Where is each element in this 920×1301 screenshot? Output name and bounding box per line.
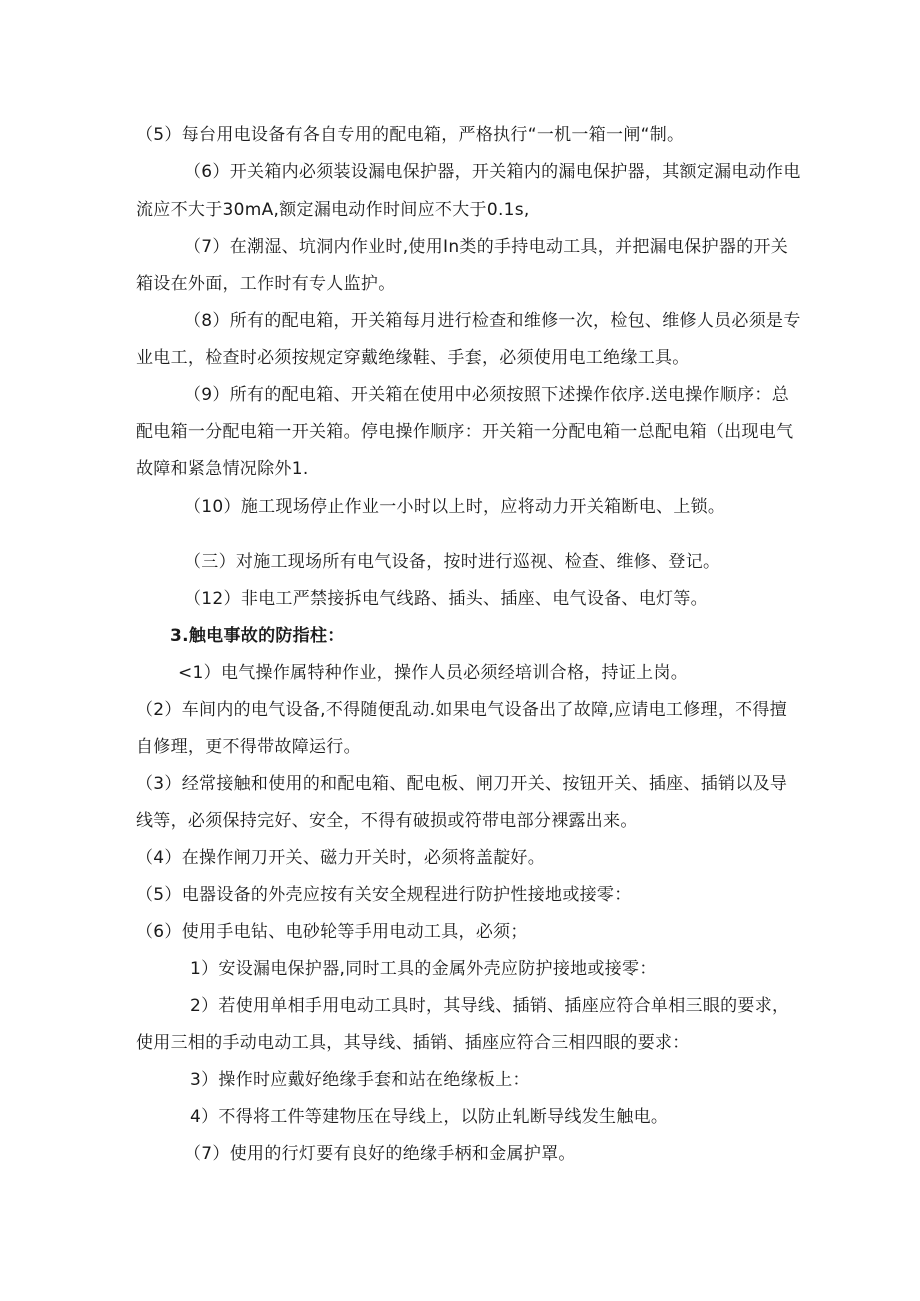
text-line: 箱设在外面，工作时有专人监护。	[136, 274, 396, 294]
text-line: 配电箱一分配电箱一开关箱。停电操作顺序：开关箱一分配电箱一总配电箱（出现电气	[136, 422, 794, 442]
text-line: （9）所有的配电箱、开关箱在使用中必须按照下述操作依序.送电操作顺序：总	[184, 385, 790, 405]
text-line: 3）操作时应戴好绝缘手套和站在绝缘板上：	[190, 1070, 530, 1090]
text-line: （5）电器设备的外壳应按有关安全规程进行防护性接地或接零：	[136, 885, 632, 905]
text-line: （8）所有的配电箱，开关箱每月进行检查和维修一次，检包、维修人员必须是专	[184, 311, 801, 331]
text-line: 2）若使用单相手用电动工具时，其导线、插销、插座应符合单相三眼的要求，	[190, 996, 790, 1016]
text-line: （10）施工现场停止作业一小时以上时，应将动力开关箱断电、上锁。	[184, 497, 726, 517]
text-line: （4）在操作闸刀开关、磁力开关时，必须将盖靛好。	[136, 848, 546, 868]
text-line: 故障和紧急情况除外1.	[136, 459, 309, 479]
text-line: 使用三相的手动电动工具，其导线、插销、插座应符合三相四眼的要求：	[136, 1033, 690, 1053]
text-line: （3）经常接触和使用的和配电箱、配电板、闸刀开关、按钮开关、插座、插销以及导	[136, 774, 788, 794]
text-line: 线等，必须保持完好、安全，不得有破损或符带电部分裸露出来。	[136, 811, 638, 831]
text-line: （三）对施工现场所有电气设备，按时进行巡视、检查、维修、登记。	[184, 552, 721, 572]
text-line: （5）每台用电设备有各自专用的配电箱，严格执行“一机一箱一闸“制。	[136, 125, 685, 145]
text-line: （12）非电工严禁接拆电气线路、插头、插座、电气设备、电灯等。	[184, 589, 708, 609]
text-line: 自修理，更不得带故障运行。	[136, 737, 361, 757]
text-line: （2）车间内的电气设备,不得随便乱动.如果电气设备出了故障,应请电工修理，不得擅	[136, 700, 788, 720]
text-line: 1）安设漏电保护器,同时工具的金属外壳应防护接地或接零：	[190, 959, 657, 979]
text-line: <1）电气操作属特种作业，操作人员必须经培训合格，持证上岗。	[178, 663, 689, 683]
text-line: 业电工，检查时必须按规定穿戴绝缘鞋、手套，必须使用电工绝缘工具。	[136, 348, 690, 368]
text-line: 4）不得将工件等建物压在导线上，以防止轧断导线发生触电。	[190, 1107, 669, 1127]
text-line: （7）在潮湿、坑洞内作业时,使用In类的手持电动工具，并把漏电保护器的开关	[184, 237, 789, 257]
section-heading: 3.触电事故的防指柱：	[170, 626, 345, 646]
text-line: 流应不大于30mA,额定漏电动作时间应不大于0.1s,	[136, 200, 530, 220]
text-line: （7）使用的行灯要有良好的绝缘手柄和金属护罩。	[184, 1144, 576, 1164]
text-line: （6）使用手电钻、电砂轮等手用电动工具，必须；	[136, 922, 528, 942]
text-line: （6）开关箱内必须装设漏电保护器，开关箱内的漏电保护器，其额定漏电动作电	[184, 162, 801, 182]
